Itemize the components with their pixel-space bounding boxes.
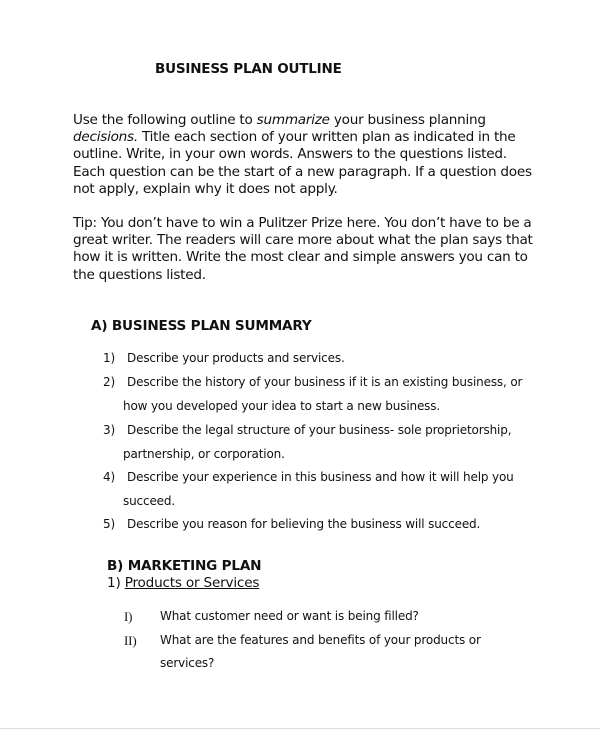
item-text: Describe the history of your business if it is an existing business, or <box>127 375 523 389</box>
item-text: Describe your experience in this business and how it will help you <box>127 470 514 484</box>
text: your business planning <box>329 112 486 128</box>
section-b-heading: B) MARKETING PLAN <box>107 558 262 574</box>
tip-line: the questions listed. <box>73 266 206 283</box>
tip-line: great writer. The readers will care more about what the plan says that <box>73 232 533 249</box>
text: Use the following outline to <box>73 112 257 128</box>
roman-number: II) <box>124 633 137 648</box>
intro-line <box>73 112 532 129</box>
intro-line: not apply, explain why it does not apply. <box>73 180 338 197</box>
item-number: 4) <box>103 470 116 484</box>
item-continuation: succeed. <box>123 494 176 508</box>
intro-line: outline. Write, in your own words. Answers to the questions listed. <box>73 146 507 163</box>
intro-line <box>73 129 532 146</box>
tip-line: how it is written. Write the most clear and simple answers you can to <box>73 249 528 266</box>
intro-line: Each question can be the start of a new paragraph. If a question does <box>73 163 532 180</box>
item-text: Describe you reason for believing the business will succeed. <box>127 517 481 531</box>
item-continuation: how you developed your idea to start a new business. <box>123 399 441 413</box>
tip-paragraph <box>73 215 533 284</box>
subsection-label: Products or Services <box>124 575 260 591</box>
emphasis: decisions. <box>73 129 138 146</box>
section-a-heading: A) BUSINESS PLAN SUMMARY <box>91 318 312 334</box>
item-text: Describe the legal structure of your business- sole proprietorship, <box>127 423 512 437</box>
subsection-heading <box>107 575 259 591</box>
page-title: BUSINESS PLAN OUTLINE <box>155 61 342 77</box>
tip-line: Tip: You don’t have to win a Pulitzer Prize here. You don’t have to be a <box>73 215 532 231</box>
intro-paragraph <box>73 112 532 198</box>
text: Title each section of your written plan as indicated in the <box>137 129 516 146</box>
subsection-number: 1) <box>107 575 121 591</box>
question-text: What are the features and benefits of your products or <box>160 633 481 647</box>
item-number: 2) <box>103 375 116 389</box>
roman-number: I) <box>124 609 133 624</box>
item-continuation: partnership, or corporation. <box>123 447 285 461</box>
question-text: What customer need or want is being filled? <box>160 609 419 623</box>
item-number: 1) <box>103 351 116 365</box>
item-number: 5) <box>103 517 116 531</box>
item-number: 3) <box>103 423 116 437</box>
question-continuation: services? <box>160 656 215 670</box>
emphasis: summarize <box>256 112 330 128</box>
item-text: Describe your products and services. <box>127 351 345 365</box>
